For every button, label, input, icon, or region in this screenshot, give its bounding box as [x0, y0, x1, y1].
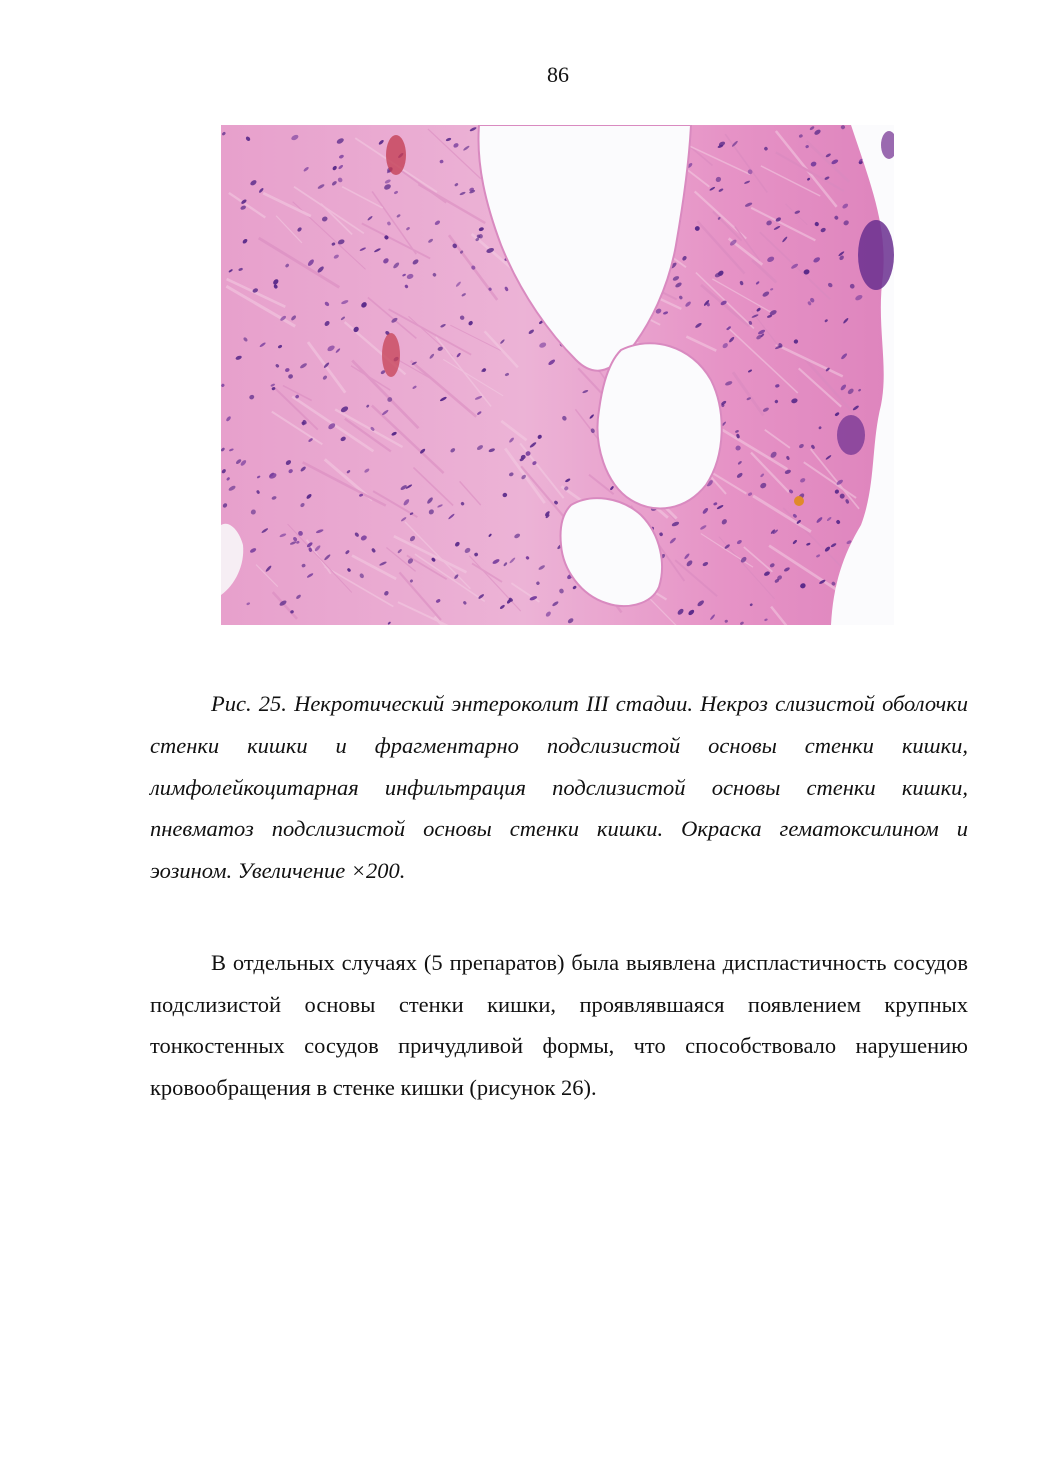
histology-figure [221, 125, 894, 625]
figure-caption: Рис. 25. Некротический энтероколит III стадии. Некроз слизистой оболочки стенки кишки и фрагментарно подслизистой основы стенки кишки, лимфолейкоцитарная инфильтрация подслизистой основы стенки кишки, пневматоз подслизистой основы стенки кишки. Окраска гематоксилином и эозином. Увеличение ×200. [150, 691, 968, 884]
body-paragraph: В отдельных случаях (5 препаратов) была выявлена диспластичность сосудов подслизистой основы стенки кишки, проявлявшаяся появлением крупных тонкостенных сосудов причудливой формы, что способствовало нарушению кровообращения в стенке кишки (рисунок 26). [150, 950, 968, 1100]
page-number: 86 [547, 62, 569, 87]
